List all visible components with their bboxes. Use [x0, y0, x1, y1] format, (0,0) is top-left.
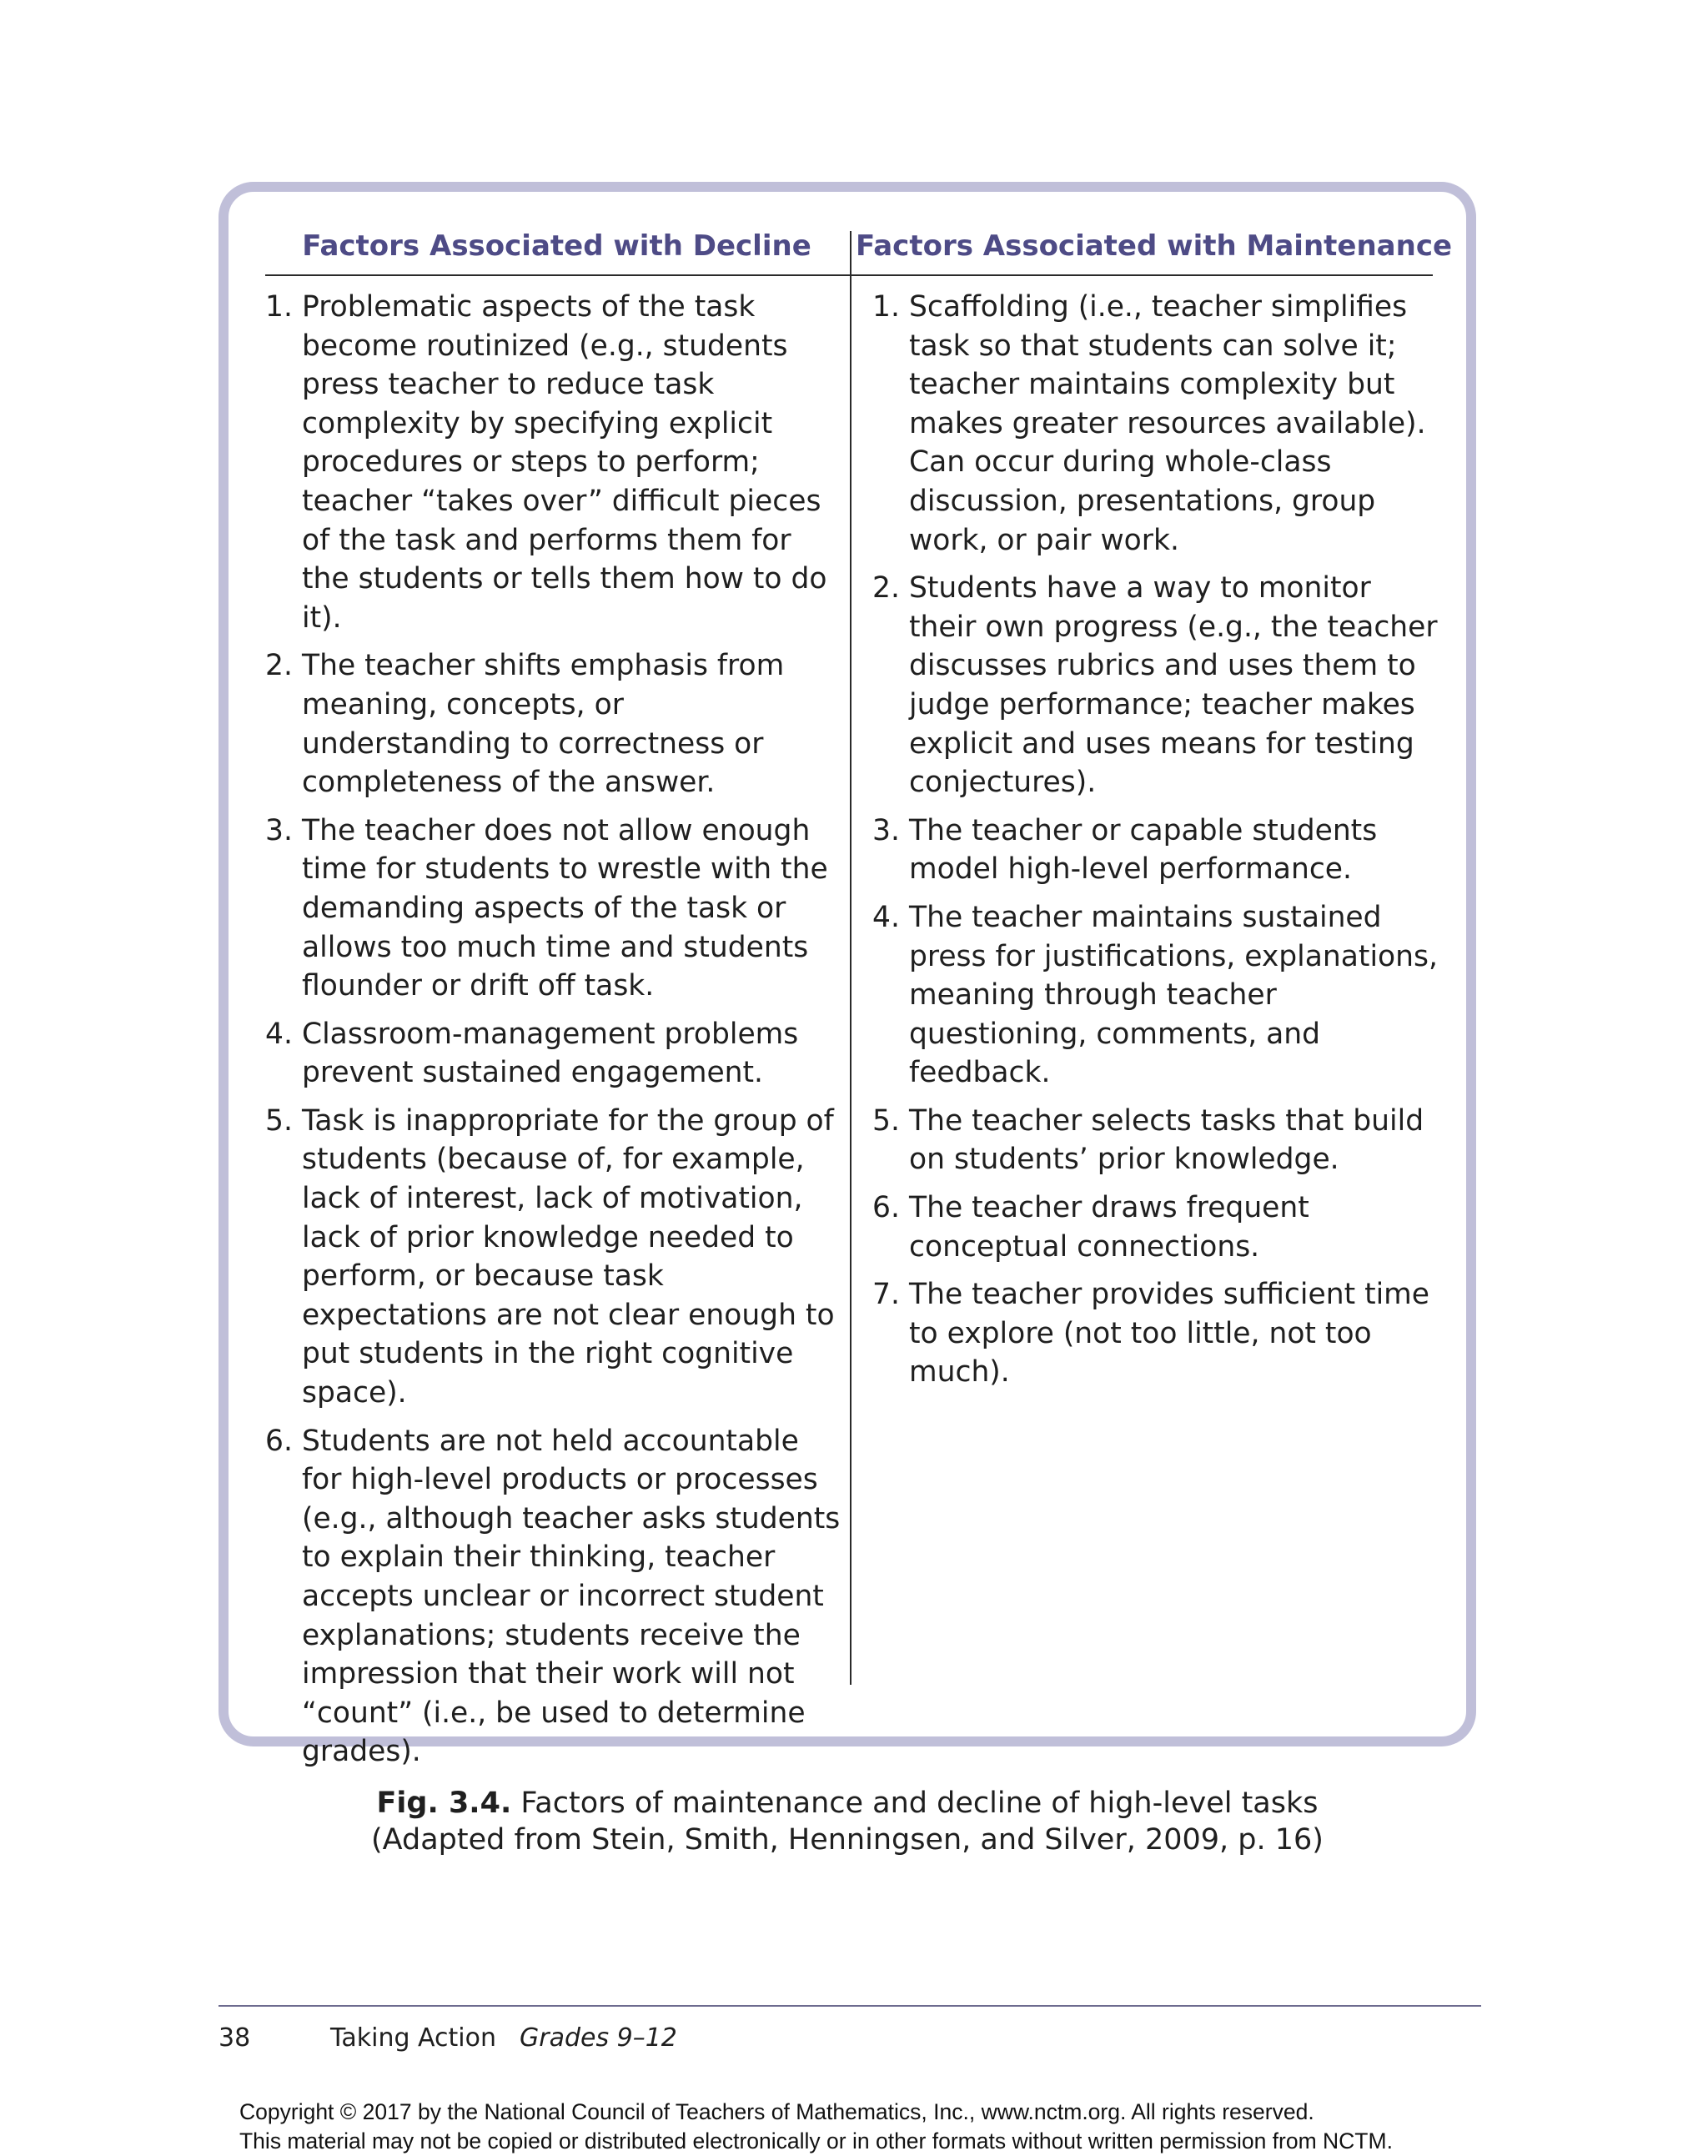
copyright-line-1: Copyright © 2017 by the National Council of Teachers of Mathematics, Inc., www.nctm.org. All rights reserved. [239, 2099, 1314, 2124]
item-number: 7. [872, 1278, 900, 1312]
item-text: Task is inappropriate for the group of students (because of, for example, lack of interest, lack of motivation, lack of prior knowledge needed to perform, or because task expectations are not clear enough to put students in the right cognitive space). [302, 1103, 835, 1410]
list-item [872, 1275, 1439, 1392]
page-number: 38 [219, 2023, 251, 2053]
item-number: 2. [265, 649, 293, 683]
list-item [265, 1102, 841, 1413]
item-text: Scaffolding (i.e., teacher simplifies task so that students can solve it; teacher maintains complexity but makes greater resources available). Can occur during whole-class discussion, presentations, group work, or pair work. [909, 290, 1426, 557]
list-item [265, 646, 841, 802]
list-item [872, 569, 1439, 802]
item-number: 3. [265, 813, 293, 847]
item-text: The teacher draws frequent conceptual connections. [909, 1191, 1309, 1264]
maintenance-heading: Factors Associated with Maintenance [856, 229, 1453, 263]
item-number: 4. [872, 900, 900, 934]
list-item [265, 1422, 841, 1772]
item-text: The teacher or capable students model high-level performance. [909, 813, 1378, 887]
item-text: Students have a way to monitor their own progress (e.g., the teacher discusses rubrics and uses them to judge performance; teacher makes explicit and uses means for testing conjectures). [909, 571, 1438, 800]
item-text: The teacher provides sufficient time to explore (not too little, not too much). [909, 1278, 1430, 1390]
header-rule [265, 274, 1433, 276]
book-grades: Grades 9–12 [520, 2023, 677, 2053]
item-text: The teacher maintains sustained press for justifications, explanations, meaning through teacher questioning, comments, and feedback. [909, 900, 1438, 1090]
item-text: The teacher shifts emphasis from meaning, concepts, or understanding to correctness or completeness of the answer. [302, 649, 785, 800]
list-item [265, 288, 841, 637]
maintenance-list [872, 288, 1439, 1401]
list-item [872, 1102, 1439, 1179]
item-text: The teacher does not allow enough time for students to wrestle with the demanding aspects of the task or allows too much time and students flounder or drift off task. [302, 813, 828, 1003]
item-number: 1. [872, 290, 900, 324]
item-text: The teacher selects tasks that build on students’ prior knowledge. [909, 1103, 1424, 1177]
list-item [265, 1015, 841, 1093]
item-number: 5. [265, 1103, 293, 1138]
item-text: Problematic aspects of the task become routinized (e.g., students press teacher to reduce task complexity by specifying explicit procedures or steps to perform; teacher “takes over” difficult pieces of the task and performs them for the students or tells them how to do it). [302, 290, 827, 635]
decline-list [265, 288, 841, 1781]
list-item [872, 898, 1439, 1093]
copyright-line-2: This material may not be copied or distributed electronically or in other formats without written permission from NCTM. [239, 2128, 1393, 2153]
list-item [872, 812, 1439, 889]
list-item [872, 288, 1439, 560]
footer-rule [219, 2005, 1481, 2007]
figure-label: Fig. 3.4. [376, 1787, 512, 1820]
item-number: 1. [265, 290, 293, 324]
decline-heading: Factors Associated with Decline [302, 229, 811, 263]
item-text: Classroom-management problems prevent sustained engagement. [302, 1017, 799, 1090]
item-text: Students are not held accountable for high-level products or processes (e.g., although teacher asks students to explain their thinking, teacher accepts unclear or incorrect student explanations; students receive the impression that their work will not “count” (i.e., be used to determine grades). [302, 1424, 841, 1769]
item-number: 6. [265, 1424, 293, 1458]
caption-line-2: (Adapted from Stein, Smith, Henningsen, and Silver, 2009, p. 16) [371, 1823, 1324, 1857]
item-number: 5. [872, 1103, 900, 1138]
book-title: Taking Action [330, 2023, 496, 2053]
item-number: 6. [872, 1191, 900, 1225]
item-number: 4. [265, 1017, 293, 1051]
figure-caption [219, 1785, 1476, 1858]
list-item [265, 812, 841, 1006]
column-divider [850, 231, 851, 1685]
list-item [872, 1189, 1439, 1266]
copyright-notice [239, 2098, 1690, 2156]
running-footer [330, 2022, 677, 2055]
item-number: 2. [872, 571, 900, 606]
caption-line-1: Factors of maintenance and decline of high-level tasks [520, 1787, 1319, 1820]
item-number: 3. [872, 813, 900, 847]
